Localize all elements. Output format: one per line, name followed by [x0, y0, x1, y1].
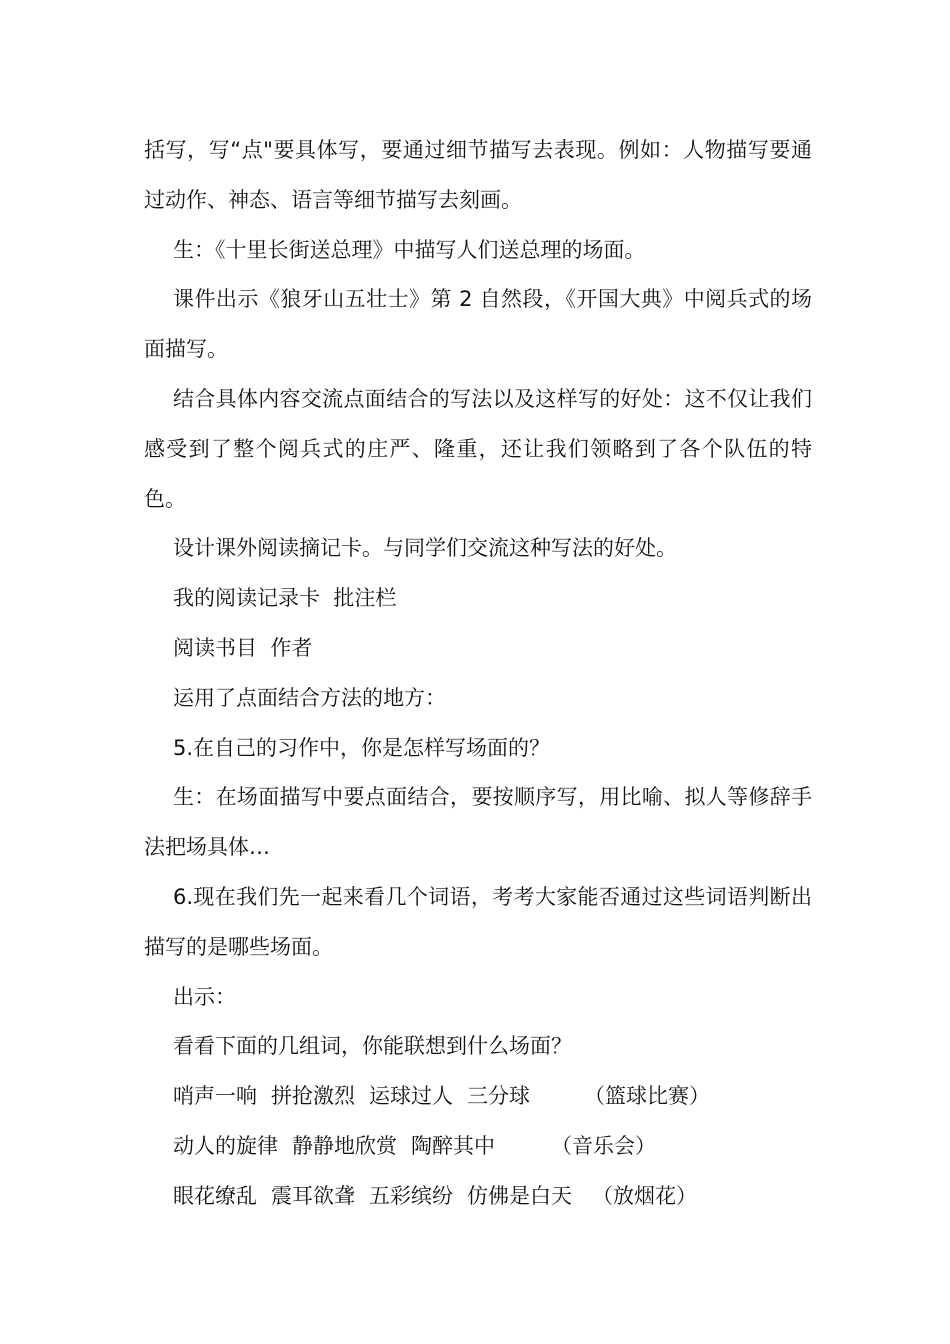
word-group-word: 五彩缤纷 — [369, 1183, 453, 1208]
paragraph-reading-card: 设计课外阅读摘记卡。与同学们交流这种写法的好处。 — [173, 536, 677, 561]
word-group-row — [144, 1172, 812, 1222]
paragraph-courseware: 课件出示《狼牙山五壮士》第 2 自然段，《开国大典》中阅兵式的场面描写。 — [144, 287, 812, 362]
paragraph-discussion: 结合具体内容交流点面结合的写法以及这样写的好处：这不仅让我们感受到了整个阅兵式的庄严、隆重，还让我们领略到了各个队伍的特色。 — [144, 386, 812, 511]
word-group-answer: （篮球比赛） — [584, 1084, 710, 1109]
paragraph-question-5: 5.在自己的习作中，你是怎样写场面的？ — [173, 735, 551, 760]
word-group-word: 动人的旋律 — [173, 1133, 278, 1158]
paragraph-student-answer-1: 生：《十里长街送总理》中描写人们送总理的场面。 — [173, 237, 646, 262]
word-group-word: 哨声一响 — [173, 1084, 257, 1109]
word-group-answer: （放烟花） — [592, 1183, 697, 1208]
document-body — [144, 126, 812, 1222]
word-group-word: 眼花缭乱 — [173, 1183, 257, 1208]
paragraph-question-6: 6.现在我们先一起来看几个词语，考考大家能否通过这些词语判断出描写的是哪些场面。 — [144, 884, 812, 959]
word-group-word: 静静地欣赏 — [292, 1133, 397, 1158]
word-group-word: 震耳欲聋 — [271, 1183, 355, 1208]
word-group-word: 陶醉其中 — [411, 1133, 495, 1158]
word-group-row — [144, 1072, 812, 1122]
word-group-word: 三分球 — [467, 1084, 530, 1109]
paragraph-show: 出示： — [173, 984, 236, 1009]
paragraph-word-prompt: 看看下面的几组词，你能联想到什么场面？ — [173, 1034, 572, 1059]
word-group-word: 仿佛是白天 — [467, 1183, 572, 1208]
word-group-word: 拼抢激烈 — [271, 1084, 355, 1109]
paragraph-card-fields: 阅读书目 作者 — [173, 635, 313, 660]
paragraph-card-title: 我的阅读记录卡 批注栏 — [173, 586, 397, 611]
paragraph-student-answer-2: 生：在场面描写中要点面结合，要按顺序写，用比喻、拟人等修辞手法把场具体… — [144, 785, 812, 860]
word-group-row — [144, 1122, 812, 1172]
word-group-answer: （音乐会） — [551, 1133, 656, 1158]
paragraph-card-method: 运用了点面结合方法的地方： — [173, 685, 446, 710]
word-group-word: 运球过人 — [369, 1084, 453, 1109]
paragraph-continuation: 括写，写“点"要具体写，要通过细节描写去表现。例如：人物描写要通过动作、神态、语言等细节描写去刻画。 — [144, 138, 812, 212]
